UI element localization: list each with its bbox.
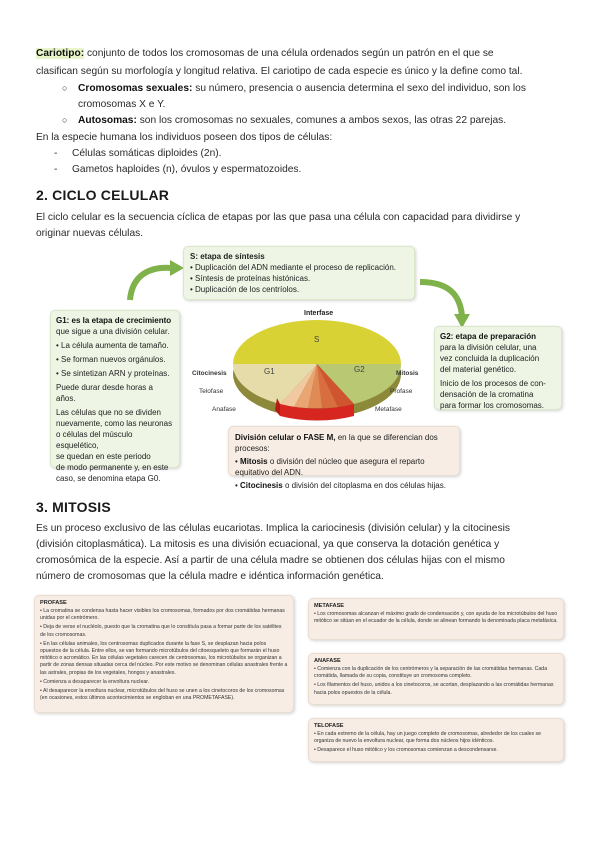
arrow-head-icon [170,260,184,276]
metafase-label: Metafase [375,406,402,413]
ciclo-celular-para-line2: originar nuevas células. [36,228,144,239]
profase-item: • En las células animales, los centrosomas duplicados durante la fase S, se desplazan hacia polos opuestos de la célula. Entre ellos, se van formando microtúbulos del citoesqueleto que formarán el huso mitótico o acromático. En las células vegetales carecen de centrosomas, los microtúbulos se organizan a partir de zonas densas situadas cerca del núcleo. Por este motivo se denominan células anastrales frente a las astrales, propias de los vegetales, hongos y anastrales. [40,640,288,676]
anafase-box [308,653,564,705]
telofase-item: • En cada extremo de la célula, hay un juego completo de cromosomas, alrededor de los cuales se organiza de nuevo la envoltura nuclear, que forma dos núcleos hijos idénticos. [314,731,542,745]
anafase-title: ANAFASE [314,658,341,664]
telofase-item: • Desaparece el huso mitótico y los cromosomas comienzan a descondensarse. [314,747,498,754]
mitosis-para-line4: número de cromosomas que la célula madre e idéntica información genética. [36,571,384,582]
profase-item: • La cromatina se condensa hasta hacer visibles los cromosomas, formados por dos cromátidas hermanas unidas por el centrómero. [40,608,285,622]
g1-label: G1 [264,367,275,376]
s-phase-title: S: etapa de síntesis [190,252,265,261]
profase-title: PROFASE [40,600,67,606]
cariotipo-term: Cariotipo: [36,48,85,59]
m-phase-title: División celular o FASE M, en la que se diferencian dos procesos: [235,433,438,453]
g1-phase-box: G1: es la etapa de crecimiento que sigue a una división celular. • La célula aumenta de tamaño. • Se forman nuevos orgánulos. • Se sintetizan ARN y proteínas. Puede durar desde horas a años. Las células que no se dividen nuevamente, como las neuronas o células del músculo esquelético, se quedan en este periodo de modo permanente y, en este caso, se denomina etapa G0. [50,310,180,468]
s-phase-box [183,246,415,300]
section-ciclo-celular-title: 2. CICLO CELULAR [36,187,170,203]
g1-item: • Se forman nuevos orgánulos. [56,355,166,364]
metafase-title: METAFASE [314,603,345,609]
metafase-box [308,598,564,640]
g1-item: • Se sintetizan ARN y proteínas. [56,369,170,378]
circle-bullet-icon: ○ [62,83,68,93]
section-mitosis-title: 3. MITOSIS [36,499,111,515]
profase-item: • Al desaparecer la envoltura nuclear, microtúbulos del huso se unen a los cinetocoros de los cromosomas (en ocasiones, estos últimos acontecimientos se engloban en una PROMETAFASE). [40,688,285,702]
s-sector [233,320,320,364]
m-item-mitosis: • Mitosis o división del núcleo que asegura el reparto equitativo del ADN. [235,457,425,477]
anafase-label: Anafase [212,406,236,413]
arrow-g1-to-s [130,268,172,300]
telofase-box [308,718,564,762]
profase-item: • Deja de verse el nucléolo, puesto que la cromatina que lo constituía pasa a formar parte de los satélites de los cromosomas. [40,624,282,638]
g1-duration: Puede durar desde horas a años. [56,383,153,403]
citocinesis-label: Citocinesis [192,370,227,377]
cariotipo-definition: Cariotipo: conjunto de todos los cromosomas de una célula ordenados según un patrón en el que se [36,48,494,59]
cariotipo-definition-cont: clasifican según su morfología y longitud relativa. El cariotipo de cada especie es único y la define como tal. [36,66,523,77]
profase-item: • Comienza a desaparecer la envoltura nuclear. [40,678,150,685]
dash-bullet-icon: - [54,148,58,159]
s-phase-item: • Duplicación del ADN mediante el proceso de replicación. [190,263,397,272]
tipo-celula-2: Gametos haploides (n), óvulos y espermatozoides. [72,164,302,175]
m-item-citocinesis: • Citocinesis o división del citoplasma en dos células hijas. [235,481,446,490]
cromosomas-sexuales-cont: cromosomas X e Y. [78,99,166,110]
mitosis-para-line2: (división citoplasmática). La mitosis es una división ecuacional, ya que conserva la dotación genética y [36,539,500,550]
interfase-label: Interfase [304,310,334,317]
g2-phase-title: G2: etapa de preparación [440,332,537,341]
s-phase-item: • Duplicación de los centríolos. [190,285,300,294]
circle-bullet-icon: ○ [62,115,68,125]
mitosis-para-line1: Es un proceso exclusivo de las células eucariotas. Implica la cariocinesis (división celular) y la citocinesis [36,523,510,534]
s-sector [317,320,401,364]
s-phase-item: • Síntesis de proteínas histónicas. [190,274,311,283]
g2-phase-box: G2: etapa de preparación para la división celular, una vez concluida la duplicación del material genético. Inicio de los procesos de con- densación de la cromatina para formar los cromosomas. [434,326,562,410]
dash-bullet-icon: - [54,164,58,175]
profase-box [34,595,294,713]
arrow-s-to-g2 [420,282,462,316]
ciclo-celular-para-line1: El ciclo celular es la secuencia cíclica de etapas por las que pasa una célula con capacidad para dividirse y [36,212,521,223]
autosomas-item: Autosomas: son los cromosomas no sexuales, comunes a ambos sexos, las otras 22 parejas. [78,115,507,126]
g1-item: • La célula aumenta de tamaño. [56,341,169,350]
mitosis-para-line3: cromosómica de la especie. Así a partir de una célula madre se obtienen dos células hijas con el mismo [36,555,505,566]
profase-label: Profase [390,388,413,395]
g1-phase-title: G1: es la etapa de crecimiento [56,316,172,325]
anafase-item: • Comienza con la duplicación de los centrómeros y la separación de las cromátidas hermanas. Cada cromátida, llamada de su copia, constituye un cromosoma completo. [314,666,548,680]
telofase-label: Telofase [199,388,224,395]
cromosomas-sexuales-item: Cromosomas sexuales: su número, presencia o ausencia determina el sexo del individuo, son los [78,83,526,94]
tipo-celula-1: Células somáticas diploides (2n). [72,148,222,159]
mitosis-label: Mitosis [396,370,419,377]
anafase-item: • Los filamentos del huso, unidos a los cinetocoros, se acortan, desplazando a las cromátidas hermanas hacia polos opuestos de la célula. [314,682,554,696]
g2-label: G2 [354,365,365,374]
especie-humana-line: En la especie humana los individuos poseen dos tipos de células: [36,132,333,143]
s-label: S [314,335,320,344]
metafase-item: • Los cromosomas alcanzan el máximo grado de condensación y, con ayuda de los microtúbulos del huso mitótico se sitúan en el ecuador de la célula, donde se alinean formando la denominada placa metafásica. [314,611,558,625]
telofase-title: TELOFASE [314,723,344,729]
m-phase-box [228,426,460,490]
